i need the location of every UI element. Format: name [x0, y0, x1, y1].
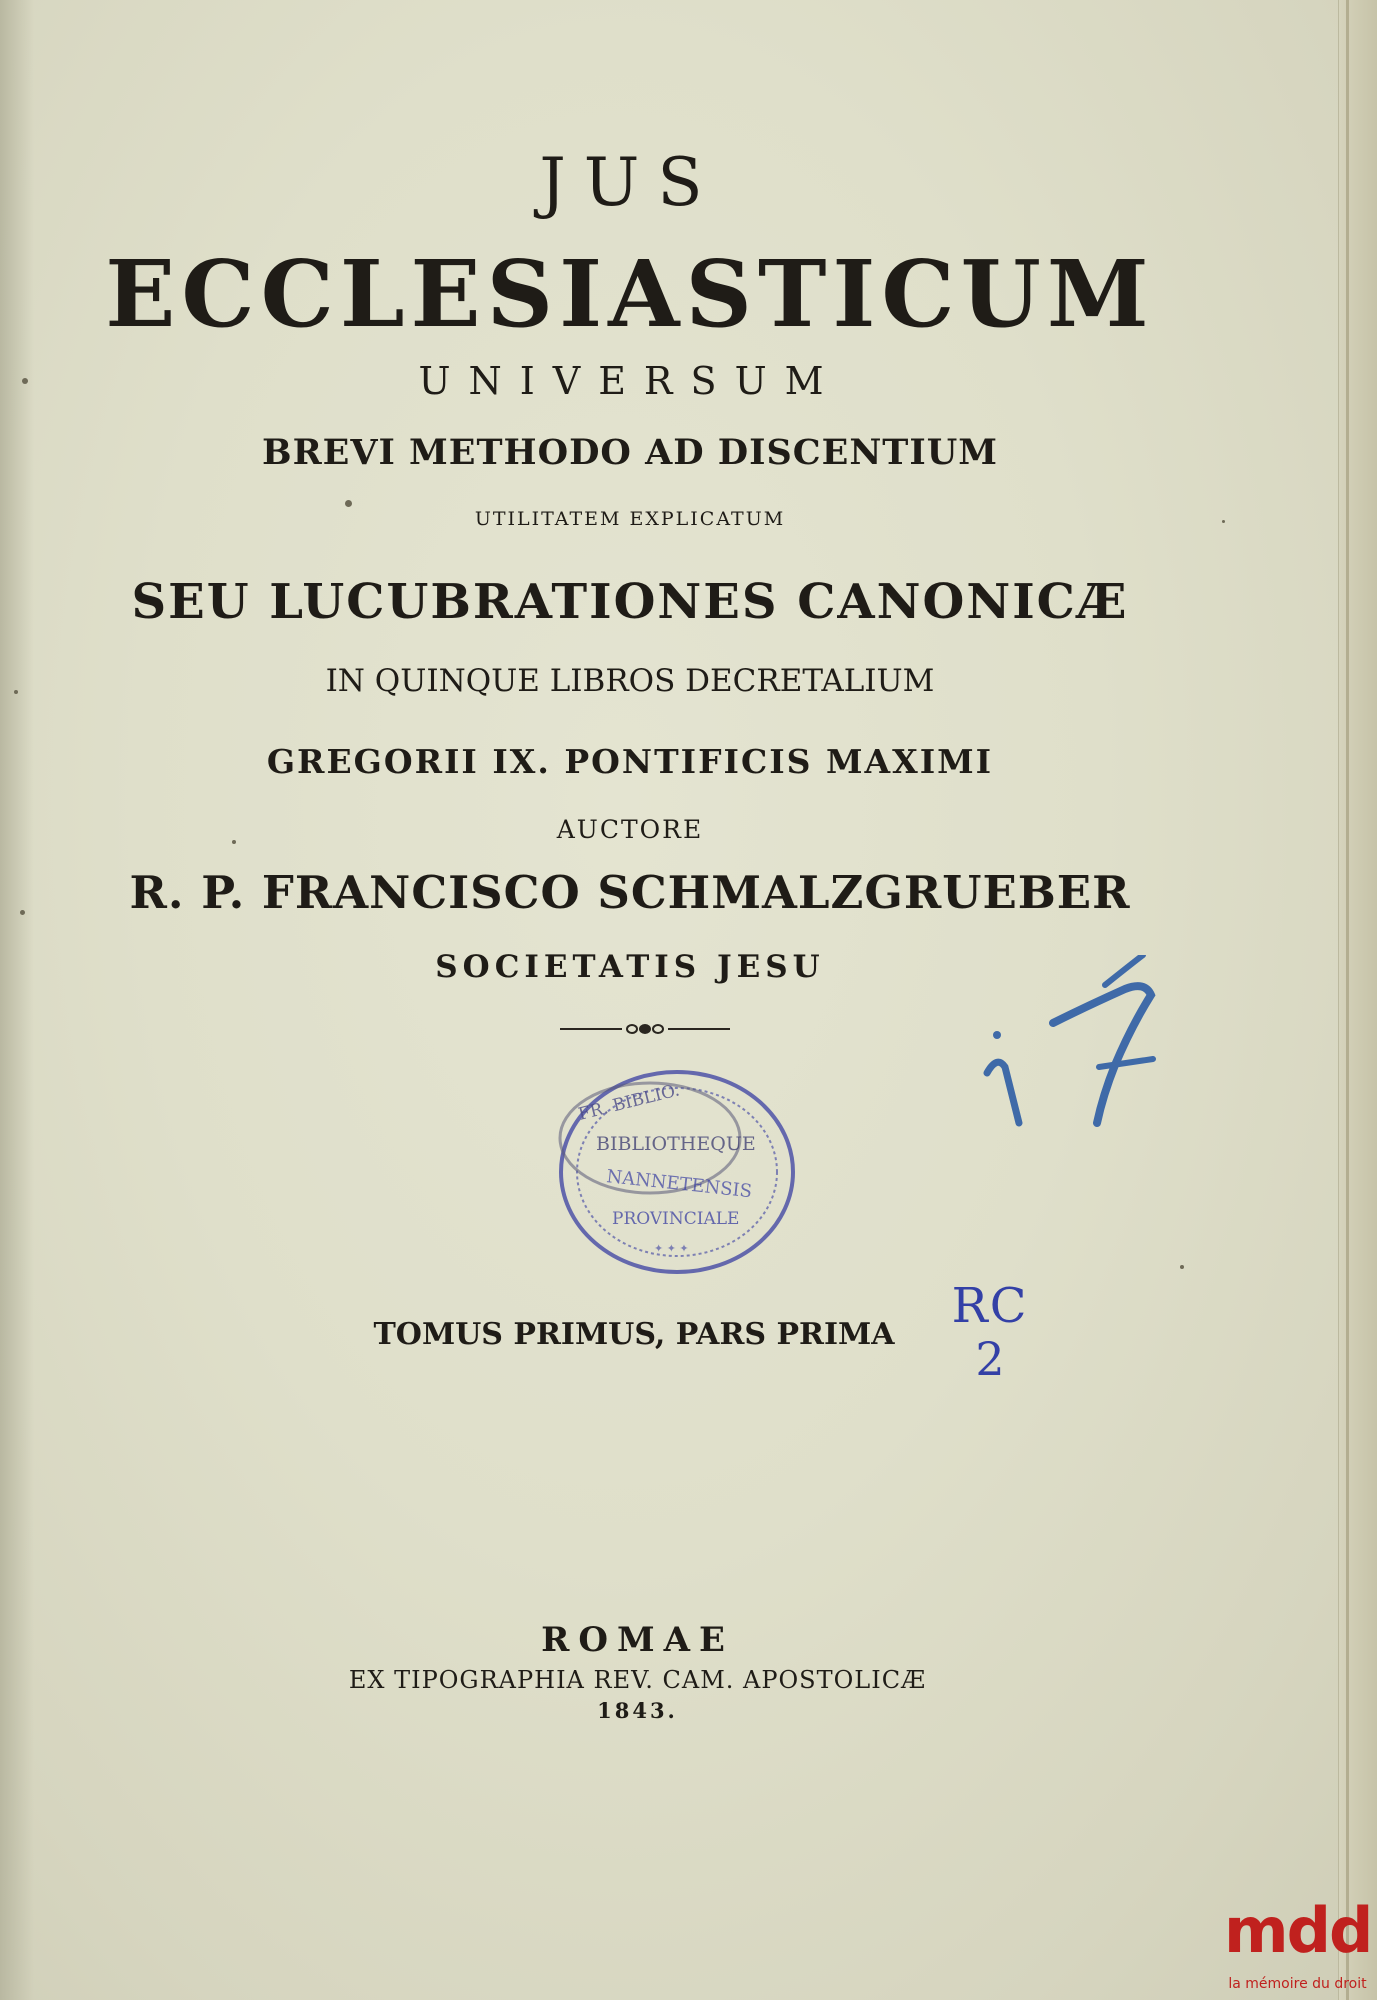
title-line-jus: JUS: [539, 144, 721, 221]
volume-label: TOMUS PRIMUS, PARS PRIMA: [373, 1317, 895, 1352]
shelf-mark: [935, 1278, 1045, 1402]
binding-gutter-line: [1346, 0, 1349, 2000]
paper-speck: [1180, 1265, 1184, 1269]
paper-speck: [20, 910, 25, 915]
imprint-place: ROMAE: [541, 1620, 734, 1660]
imprint-printer: EX TIPOGRAPHIA REV. CAM. APOSTOLICÆ: [348, 1666, 927, 1694]
mdd-logo-caption: la mémoire du droit: [1228, 1976, 1367, 1992]
shelf-mark-number: 2: [975, 1332, 1005, 1386]
author-name: R. P. FRANCISCO SCHMALZGRUEBER: [129, 866, 1131, 919]
library-stamp: [552, 1062, 802, 1286]
shelf-mark-letters: RC: [951, 1278, 1029, 1334]
ornament-divider: [560, 1018, 730, 1040]
auctore-label: AUCTORE: [556, 815, 704, 844]
svg-text:BIBLIOTHEQUE: BIBLIOTHEQUE: [596, 1133, 756, 1155]
paper-speck: [1222, 520, 1225, 523]
author-affiliation: SOCIETATIS JESU: [435, 949, 825, 985]
svg-text:FR. BIBLIO.: FR. BIBLIO.: [576, 1080, 682, 1125]
subtitle-line-lucubrationes: SEU LUCUBRATIONES CANONICÆ: [131, 574, 1129, 630]
subtitle-line-quinque: IN QUINQUE LIBROS DECRETALIUM: [325, 663, 935, 699]
subtitle-line-brevi: BREVI METHODO AD DISCENTIUM: [261, 432, 998, 473]
svg-text:✦ ✦ ✦: ✦ ✦ ✦: [654, 1242, 689, 1255]
mdd-logo: [1218, 1892, 1377, 2000]
title-line-ecclesiasticum: ECCLESIASTICUM: [105, 240, 1155, 348]
svg-text:mdd: mdd: [1224, 1894, 1372, 1964]
subtitle-line-utilitatem: UTILITATEM EXPLICATUM: [474, 508, 786, 530]
paper-speck: [232, 840, 236, 844]
title-line-universum: UNIVERSUM: [418, 359, 842, 403]
mdd-logo-mark: [1224, 1892, 1374, 1964]
binding-gutter: [1338, 0, 1377, 2000]
svg-text:PROVINCIALE: PROVINCIALE: [612, 1209, 740, 1229]
imprint-year: 1843.: [597, 1698, 678, 1723]
paper-speck: [14, 690, 18, 694]
subtitle-line-gregorii: GREGORII IX. PONTIFICIS MAXIMI: [266, 742, 994, 781]
handwritten-note: [975, 955, 1190, 1140]
svg-text:NANNETENSIS: NANNETENSIS: [605, 1166, 753, 1203]
paper-speck: [345, 500, 352, 507]
paper-speck: [22, 378, 28, 384]
